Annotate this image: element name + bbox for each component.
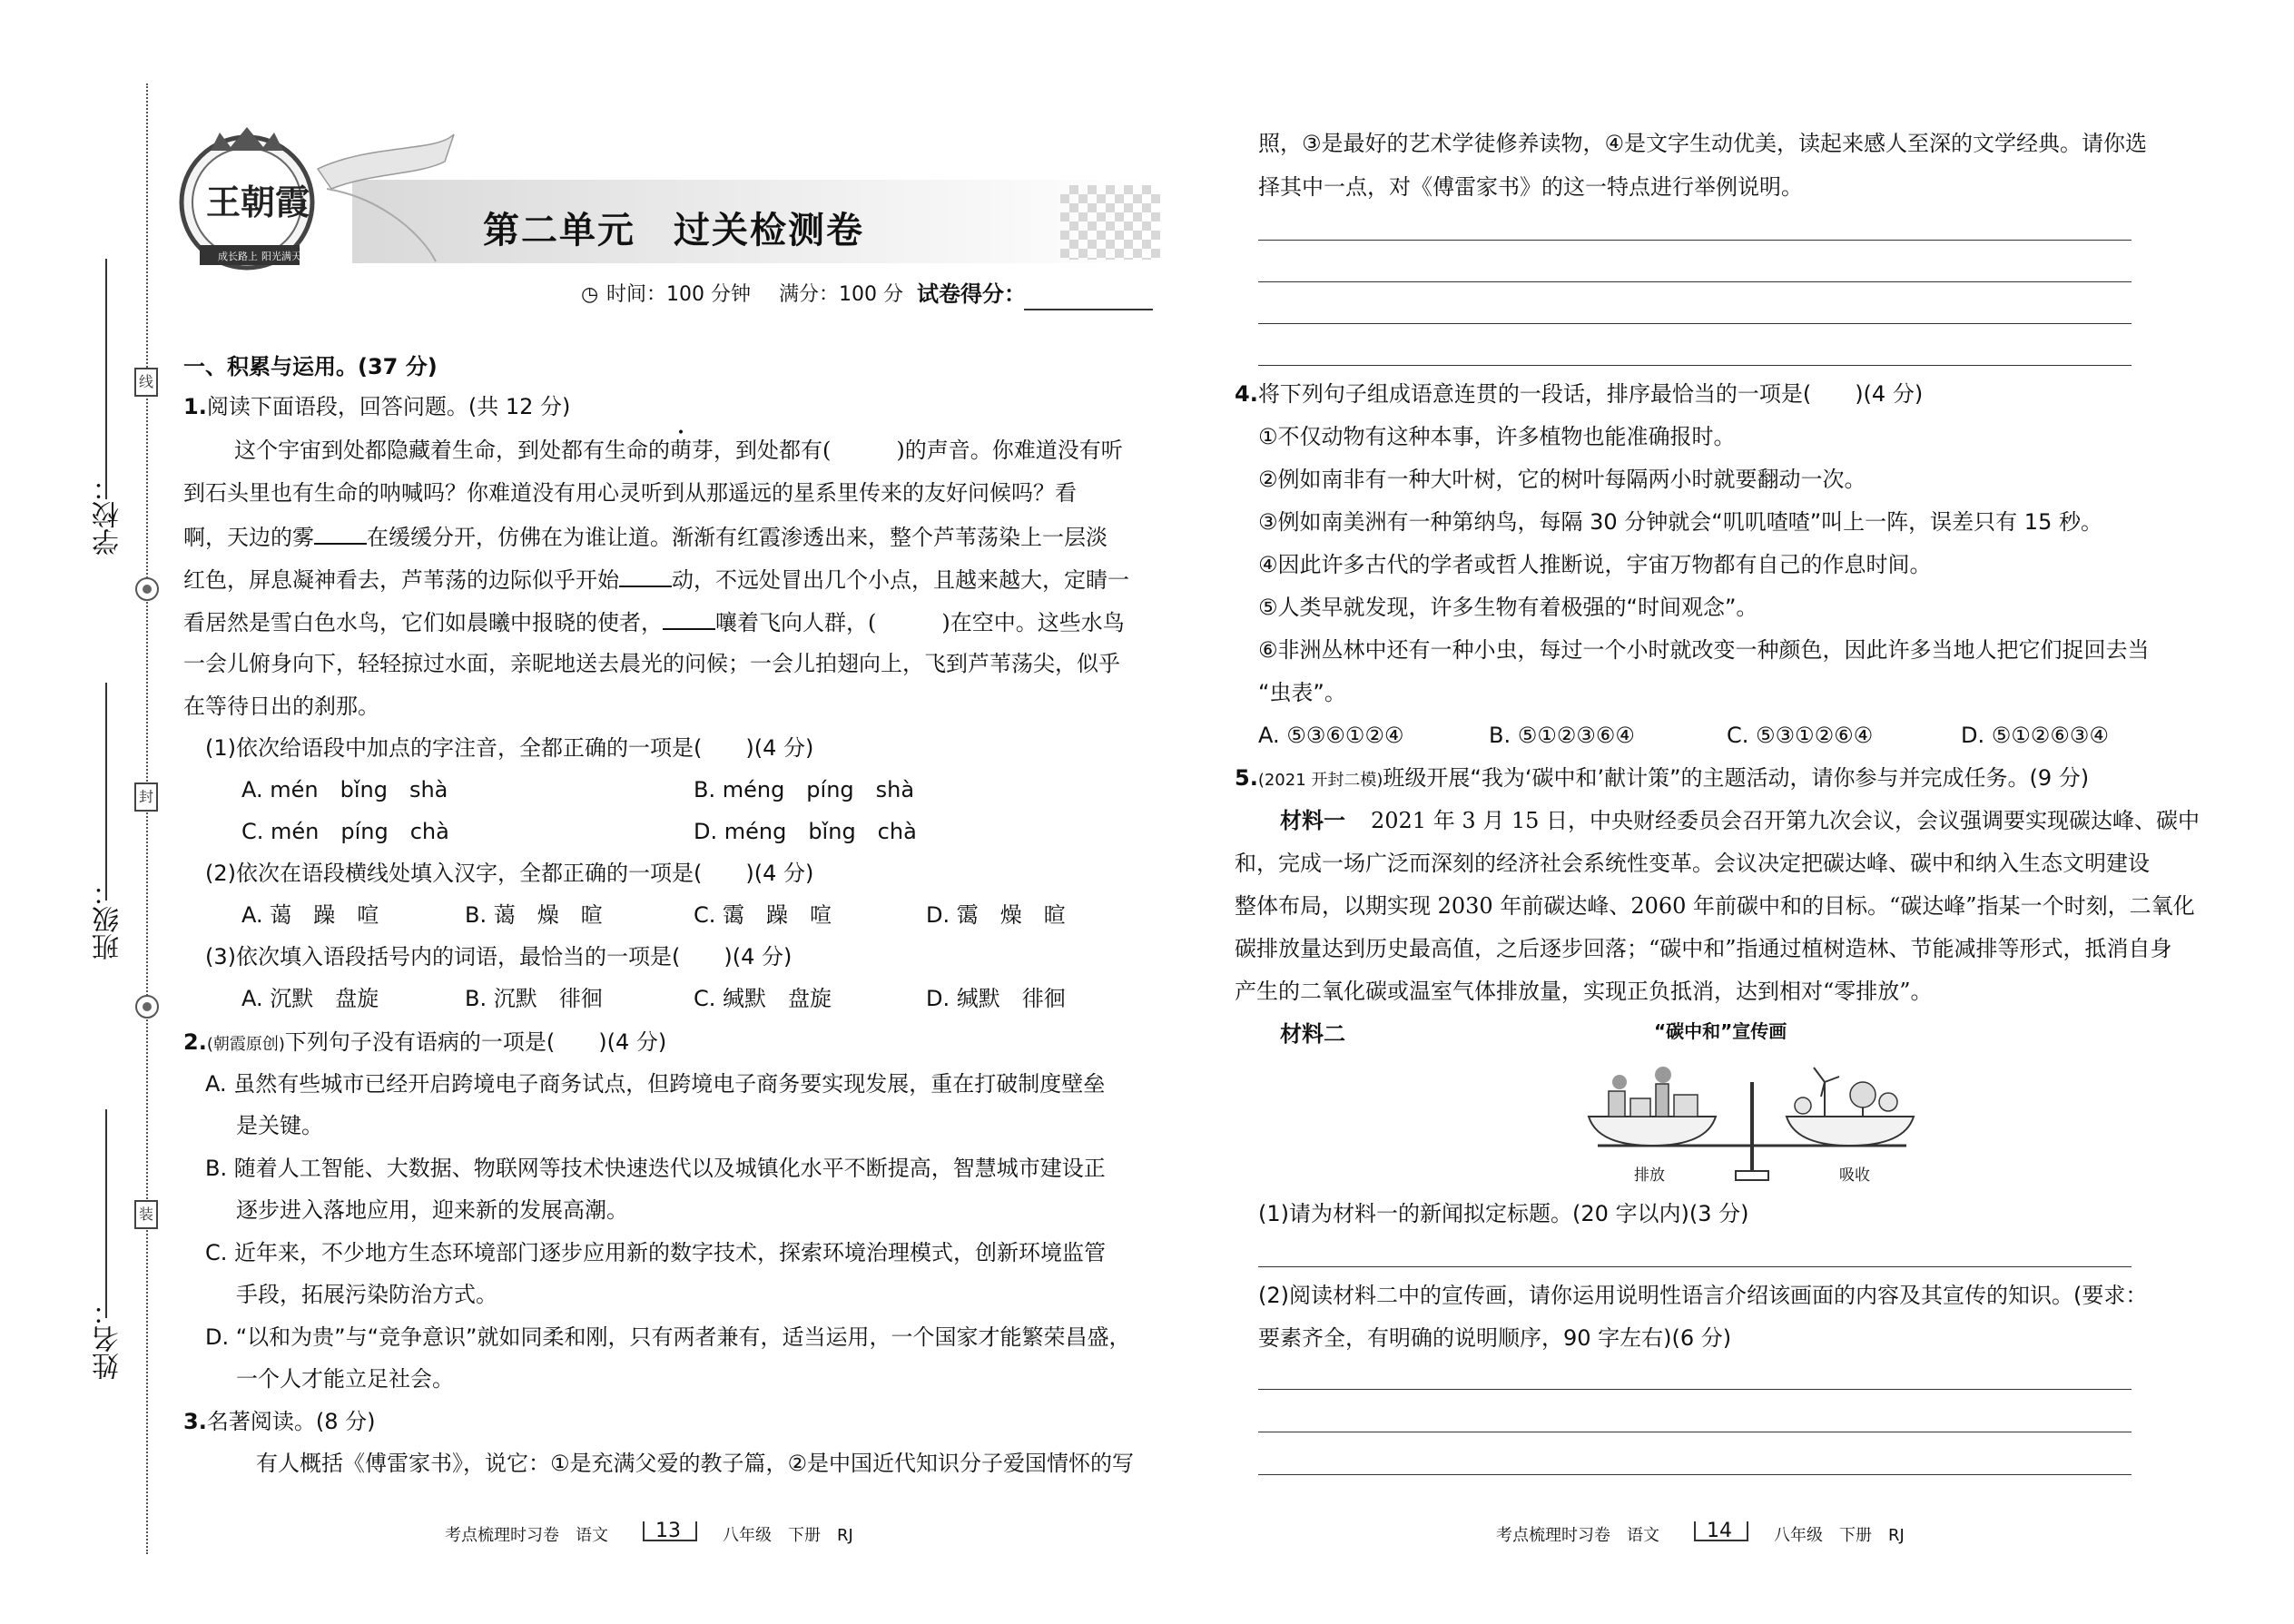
- fill-blank[interactable]: [663, 610, 715, 630]
- question-number: 5.: [1235, 765, 1258, 791]
- carbon-balance-illustration: [1580, 1055, 1925, 1189]
- passage-line: 碳排放量达到历史最高值，之后逐步回落；“碳中和”指通过植树造林、节能减排等形式，抵消自身: [1235, 936, 2172, 961]
- passage-line: [183, 567, 1129, 591]
- binding-line-bottom: [105, 1109, 107, 1318]
- footer-right-grade: 八年级 下册 RJ: [1774, 1526, 1905, 1545]
- question-3-heading: [183, 1411, 375, 1432]
- passage-line: 产生的二氧化碳或温室气体排放量，实现正负抵消，达到相对“零排放”。: [1235, 979, 1933, 1004]
- sentence-item: ⑥非洲丛林中还有一种小虫，每过一个小时就改变一种颜色，因此许多当地人把它们捉回去当: [1258, 637, 2150, 663]
- option-c[interactable]: C. ⑤③①②⑥④: [1727, 723, 1874, 748]
- sub-question: (2)依次在语段横线处填入汉字，全都正确的一项是( )(4 分): [205, 861, 814, 886]
- material-1-line: [1280, 810, 2200, 832]
- option-b-cont: 逐步进入落地应用，迎来新的发展高潮。: [236, 1197, 628, 1223]
- time-limit: 时间：100 分钟: [606, 283, 751, 306]
- option-b[interactable]: B. méng píng shà: [694, 777, 915, 802]
- school-label: 学校：: [93, 474, 124, 556]
- answer-line[interactable]: [1258, 1474, 2132, 1475]
- option-b[interactable]: B. 沉默 徘徊: [465, 986, 603, 1011]
- option-a-cont: 是关键。: [236, 1113, 323, 1138]
- sub-question: (1)请为材料一的新闻拟定标题。(20 字以内)(3 分): [1258, 1201, 1749, 1226]
- option-c[interactable]: C. 近年来，不少地方生态环境部门逐步应用新的数字技术，探索环境治理模式，创新环境监管: [205, 1240, 1107, 1265]
- passage-text: 在缓缓分开，仿佛在为谁让道。渐渐有红霞渗透出来，整个芦苇荡染上一层淡: [367, 525, 1108, 550]
- sentence-item: ⑤人类早就发现，许多生物有着极强的“时间观念”。: [1258, 595, 1758, 620]
- clock-icon: ◷: [581, 283, 599, 306]
- passage-text: 2021 年 3 月 15 日，中央财经委员会召开第九次会议，会议强调要实现碳达峰、碳中: [1371, 808, 2200, 833]
- binding-mark-line: 线: [134, 368, 158, 397]
- option-d[interactable]: D. “以和为贵”与“竞争意识”就如同柔和刚，只有两者兼有，适当运用，一个国家才能繁荣昌盛，: [205, 1324, 1131, 1350]
- answer-line[interactable]: [1258, 365, 2132, 366]
- answer-line[interactable]: [1258, 1389, 2132, 1390]
- option-a[interactable]: A. ⑤③⑥①②④: [1258, 723, 1404, 748]
- sub-question: (3)依次填入语段括号内的词语，最恰当的一项是( )(4 分): [205, 944, 793, 969]
- question-5-heading: [1235, 767, 2089, 789]
- scale-base: [1736, 1171, 1768, 1180]
- option-d[interactable]: D. 霭 燥 暄: [926, 902, 1066, 928]
- option-d-cont: 一个人才能立足社会。: [236, 1366, 454, 1392]
- question-text: 名著阅读。(8 分): [206, 1409, 376, 1434]
- right-pan: [1787, 1117, 1914, 1146]
- footer-left-grade: 八年级 下册 RJ: [723, 1526, 853, 1545]
- passage-line: 在等待日出的刹那。: [183, 694, 379, 719]
- sub-question: (1)依次给语段中加点的字注音，全都正确的一项是( )(4 分): [205, 735, 814, 761]
- option-a[interactable]: A. 虽然有些城市已经开启跨境电子商务试点，但跨境电子商务要实现发展，重在打破制度壁垒: [205, 1071, 1106, 1097]
- ribbon-decoration: [318, 134, 454, 189]
- brand-name: 王朝霞: [206, 182, 310, 222]
- passage-line: 照，③是最好的艺术学徒修养读物，④是文字生动优美，读起来感人至深的文学经典。请你选: [1258, 131, 2148, 156]
- option-a[interactable]: A. 蔼 躁 喧: [241, 902, 379, 928]
- question-4-heading: [1235, 383, 1923, 405]
- question-number: 4.: [1235, 381, 1258, 407]
- passage-line: 整体布局，以期实现 2030 年前碳达峰、2060 年前碳中和的目标。“碳达峰”指某一个时刻，二氧化: [1235, 893, 2195, 919]
- question-text: 将下列句子组成语意连贯的一段话，排序最恰当的一项是( )(4 分): [1257, 381, 1924, 407]
- left-pan: [1589, 1117, 1716, 1146]
- page-title: 第二单元 过关检测卷: [483, 209, 864, 251]
- passage-line: 择其中一点，对《傅雷家书》的这一特点进行举例说明。: [1258, 174, 1803, 200]
- option-c-cont: 手段，拓展污染防治方式。: [236, 1282, 497, 1307]
- page-number: 13: [655, 1520, 681, 1542]
- question-number: 1.: [183, 394, 207, 419]
- material-label: 材料二: [1280, 1021, 1345, 1047]
- binding-mark-bind: 装: [134, 1200, 158, 1229]
- sentence-item: ②例如南非有一种大叶树，它的树叶每隔两小时就要翻动一次。: [1258, 467, 1866, 492]
- question-2-heading: [183, 1031, 666, 1053]
- footer-left: [445, 1528, 608, 1544]
- answer-line[interactable]: [1258, 323, 2132, 324]
- sentence-item: ①不仅动物有这种本事，许多植物也能准确报时。: [1258, 424, 1736, 449]
- fill-blank[interactable]: [619, 567, 672, 587]
- binding-mark-seal: 封: [134, 782, 158, 812]
- factory-icon: [1609, 1067, 1698, 1117]
- passage-line: [183, 525, 1108, 548]
- option-a[interactable]: A. mén bǐng shà: [241, 777, 448, 802]
- option-d[interactable]: D. ⑤①②⑥③④: [1961, 723, 2109, 748]
- passage-text: 芽，到处都有( )的声音。你难道没有听: [692, 438, 1123, 463]
- binding-line-top: [105, 259, 107, 499]
- passage-line: 一会儿俯身向下，轻轻掠过水面，亲昵地送去晨光的问候；一会儿拍翅向上，飞到芦苇荡尖，似乎: [183, 651, 1120, 676]
- class-label: 班级：: [93, 879, 124, 960]
- question-number: 2.: [183, 1029, 207, 1055]
- total-score: 满分：100 分: [779, 283, 903, 306]
- binding-knot: [135, 995, 159, 1019]
- passage-line: [234, 439, 1123, 461]
- answer-line[interactable]: [1258, 1266, 2132, 1267]
- question-text: 阅读下面语段，回答问题。(共 12 分): [206, 394, 571, 419]
- sub-question-cont: 要素齐全，有明确的说明顺序，90 字左右)(6 分): [1258, 1325, 1732, 1351]
- option-d[interactable]: D. méng bǐng chà: [694, 819, 917, 844]
- fill-blank[interactable]: [314, 525, 367, 545]
- question-1-heading: [183, 396, 570, 418]
- brand-logo: [163, 125, 463, 280]
- passage-line: 到石头里也有生命的呐喊吗？你难道没有用心灵听到从那遥远的星系里传来的友好问候吗？看: [183, 480, 1077, 506]
- question-text: 下列句子没有语病的一项是( )(4 分): [284, 1029, 667, 1055]
- poster-title: “碳中和”宣传画: [1654, 1020, 1787, 1042]
- answer-line[interactable]: [1258, 240, 2132, 241]
- passage-text: 红色，屏息凝神看去，芦苇荡的边际似乎开始: [183, 567, 619, 593]
- passage-line: [183, 610, 1125, 634]
- binding-line-mid: [105, 683, 107, 901]
- option-c[interactable]: C. mén píng chà: [241, 819, 449, 844]
- passage-text: 啊，天边的雾: [183, 525, 314, 550]
- banner-checker-pattern: [1060, 185, 1160, 260]
- poster-left-label: 排放: [1634, 1166, 1665, 1185]
- option-a[interactable]: A. 沉默 盘旋: [241, 986, 379, 1011]
- poster-right-label: 吸收: [1839, 1166, 1870, 1185]
- question-tag: (2021 开封二模): [1257, 771, 1383, 790]
- tree-icon: [1795, 1082, 1897, 1117]
- page-number: 14: [1707, 1520, 1732, 1542]
- footer-text: 考点梳理时习卷 语文: [445, 1526, 608, 1545]
- question-tag: (朝霞原创): [206, 1035, 285, 1054]
- name-label: 姓名：: [93, 1298, 124, 1380]
- passage-line: 有人概括《傅雷家书》，说它：①是充满父爱的教子篇，②是中国近代知识分子爱国情怀的写: [256, 1451, 1135, 1476]
- option-b[interactable]: B. 蔼 燥 暄: [465, 902, 603, 928]
- score-blank[interactable]: [1024, 309, 1153, 310]
- option-d[interactable]: D. 缄默 徘徊: [926, 986, 1066, 1011]
- material-label: 材料一: [1280, 808, 1345, 833]
- option-b[interactable]: B. ⑤①②③⑥④: [1489, 723, 1635, 748]
- section-heading: 一、积累与运用。(37 分): [183, 354, 438, 379]
- sentence-item: ③例如南美洲有一种第纳鸟，每隔 30 分钟就会“叽叽喳喳”叫上一阵，误差只有 15 秒。: [1258, 509, 2102, 535]
- option-b[interactable]: B. 随着人工智能、大数据、物联网等技术快速迭代以及城镇化水平不断提高，智慧城市建设正: [205, 1156, 1106, 1181]
- option-c[interactable]: C. 缄默 盘旋: [694, 986, 832, 1011]
- passage-text: 嚷着飞向人群，( )在空中。这些水鸟: [715, 610, 1125, 635]
- brand-slogan-left: 成长路上: [218, 251, 258, 262]
- passage-line: 和，完成一场广泛而深刻的经济社会系统性变革。会议决定把碳达峰、碳中和纳入生态文明建设: [1235, 851, 2150, 876]
- footer-right: [1496, 1528, 1659, 1544]
- answer-line[interactable]: [1258, 281, 2132, 282]
- question-text: 班级开展“我为‘碳中和’献计策”的主题活动，请你参与并完成任务。(9 分): [1383, 765, 2090, 791]
- crown-icon: [211, 127, 283, 151]
- score-label: 试卷得分：: [917, 281, 1026, 307]
- passage-text: 这个宇宙到处都隐藏着生命，到处都有生命的: [234, 438, 670, 463]
- wind-turbine-icon: [1814, 1068, 1839, 1117]
- passage-text: 动，不远处冒出几个小点，且越来越大，定睛一: [672, 567, 1129, 593]
- ribbon-decoration: [327, 189, 436, 261]
- sub-question: (2)阅读材料二中的宣传画，请你运用说明性语言介绍该画面的内容及其宣传的知识。(要求：: [1258, 1283, 2148, 1308]
- brand-slogan-right: 阳光满天: [261, 251, 301, 262]
- sentence-item-cont: “虫表”。: [1258, 680, 1346, 705]
- dotted-char: 萌: [670, 438, 692, 463]
- binding-dotted-line: [146, 84, 148, 1554]
- binding-knot: [135, 577, 159, 601]
- passage-text: 看居然是雪白色水鸟，它们如晨曦中报晓的使者，: [183, 610, 663, 635]
- question-number: 3.: [183, 1409, 207, 1434]
- footer-text: 考点梳理时习卷 语文: [1496, 1526, 1659, 1545]
- sentence-item: ④因此许多古代的学者或哲人推断说，宇宙万物都有自己的作息时间。: [1258, 552, 1932, 577]
- option-c[interactable]: C. 霭 躁 喧: [694, 902, 832, 928]
